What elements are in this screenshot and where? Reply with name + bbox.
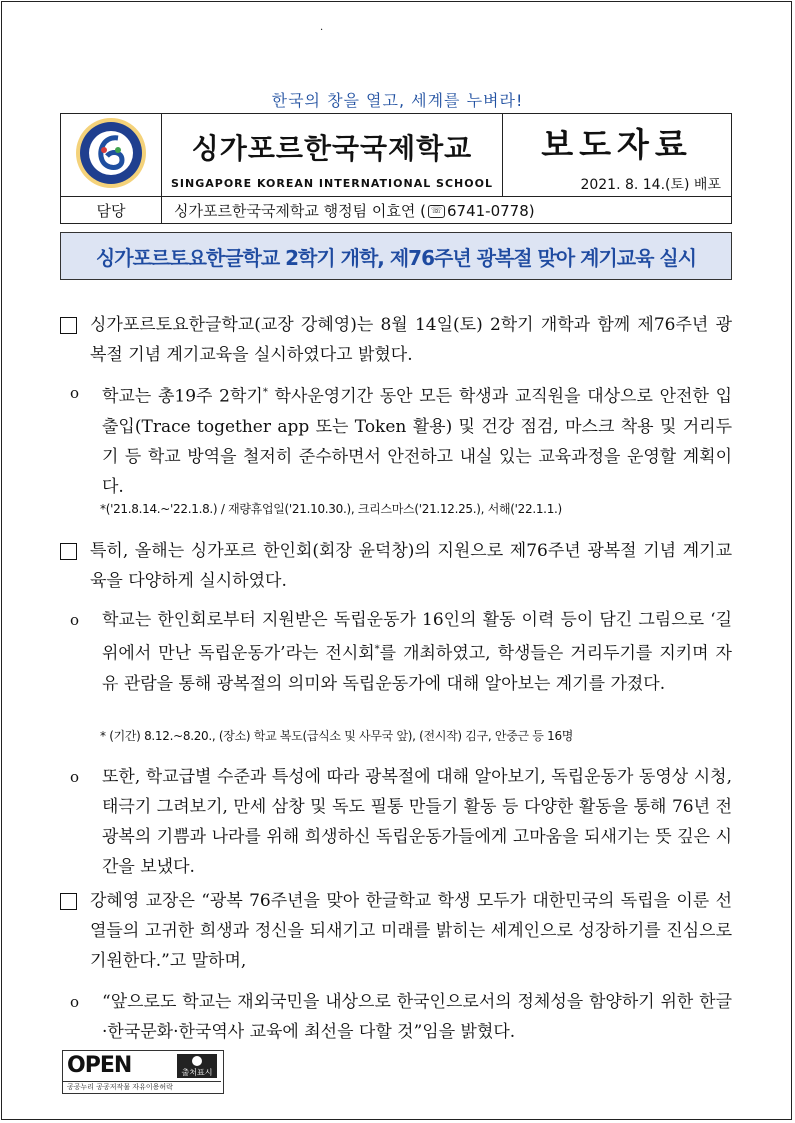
note-2: * (기간) 8.12.~8.20., (장소) 학교 복도(급식소 및 사무국 앞), (전시작) 김구, 안중근 등 16명 <box>100 729 574 743</box>
top-dot: . <box>320 22 324 33</box>
paragraph-7 <box>60 987 732 1047</box>
circle-bullet: o <box>70 384 80 402</box>
paragraph-5-text: 또한, 학교급별 수준과 특성에 따라 광복절에 대해 알아보기, 독립운동가 동영상 시청, 태극기 그려보기, 만세 삼창 및 독도 필통 만들기 활동 등 다양한 활동을 통해 76년 전 광복의 기쁨과 나라를 위해 희생하신 독립운동가들에게 고마움을 되새기는 뜻 깊은 시간을 보냈다. <box>102 767 732 877</box>
paragraph-4-start: 학교는 한인회로부터 지원받은 독립운동가 16인의 활동 이력 등이 담긴 그림으로 ‘길 위에서 만난 독립운동가’라는 전시회 <box>102 610 732 664</box>
paragraph-6-text: 강혜영 교장은 “광복 76주년을 맞아 한글학교 학생 모두가 대한민국의 독립을 이룬 선열들의 고귀한 희생과 정신을 되새기고 미래를 밝히는 세계인으로 성장하기를 진심으로 기원한다.”고 말하며, <box>90 891 732 971</box>
footnote-mark: * <box>374 644 380 655</box>
paragraph-4-end: 를 개최하였고, 학생들은 거리두기를 지키며 자유 관람을 통해 광복절의 의미와 독립운동가에 대해 알아보는 계기를 가졌다. <box>102 643 732 694</box>
school-name-en: SINGAPORE KOREAN INTERNATIONAL SCHOOL <box>171 176 493 190</box>
person-icon <box>192 1056 202 1066</box>
open-label: OPEN <box>67 1053 132 1078</box>
attribution-icon <box>177 1054 217 1078</box>
paragraph-1-text: 싱가포르토요한글학교(교장 강혜영)는 8월 14일(토) 2학기 개학과 함께 제76주년 광복절 기념 계기교육을 실시하였다고 밝혔다. <box>90 315 732 365</box>
school-logo <box>74 116 148 190</box>
paragraph-4 <box>60 605 732 699</box>
paragraph-4-text <box>102 605 732 699</box>
paragraph-1 <box>60 310 732 370</box>
paragraph-3-text: 특히, 올해는 싱가포르 한인회(회장 윤덕창)의 지원으로 제76주년 광복절 기념 계기교육을 다양하게 실시하였다. <box>90 541 732 591</box>
box-bullet <box>60 543 77 560</box>
circle-bullet: o <box>70 768 80 786</box>
paragraph-7-text: “앞으로도 학교는 재외국민을 내상으로 한국인으로서의 정체성을 함양하기 위한 한글·한국문화·한국역사 교육에 최선을 다할 것”임을 밝혔다. <box>102 992 732 1042</box>
school-name-cell <box>162 114 503 197</box>
box-bullet <box>60 893 77 910</box>
paragraph-5 <box>60 762 732 882</box>
phone-number: 6741-0778) <box>447 201 535 220</box>
badge-caption: 공공누리 공공저작물 자유이용허락 <box>67 1083 173 1091</box>
paragraph-6 <box>60 886 732 976</box>
contact-text: 싱가포르한국국제학교 행정팀 이효연 ( <box>174 201 426 220</box>
release-date: 2021. 8. 14.(토) 배포 <box>580 176 721 193</box>
school-name-ko: 싱가포르한국국제학교 <box>191 131 473 165</box>
circle-bullet: o <box>70 611 80 629</box>
paragraph-3 <box>60 536 732 596</box>
paragraph-2-end: 학사운영기간 동안 모든 학생과 교직원을 대상으로 안전한 입출입(Trace together app 또는 Token 활용) 및 건강 점검, 마스크 착용 및 거리두기 등 학교 방역을 철저히 준수하면서 안전하고 내실 있는 교육과정을 운영할 계획이다. <box>102 386 732 497</box>
school-logo-cell <box>61 114 162 197</box>
badge-top <box>63 1051 221 1082</box>
kogl-open-badge <box>62 1050 224 1094</box>
headline: 싱가포르토요한글학교 2학기 개학, 제76주년 광복절 맞아 계기교육 실시 <box>60 232 732 280</box>
contact-label: 담당 <box>61 197 162 224</box>
press-release-label: 보도자료 <box>541 124 693 164</box>
attribution-label: 출처표시 <box>181 1068 213 1077</box>
contact-value <box>162 197 732 224</box>
slogan: 한국의 창을 열고, 세계를 누벼라! <box>271 91 524 110</box>
circle-bullet: o <box>70 993 80 1011</box>
paragraph-2-start: 학교는 총19주 2학기 <box>102 386 263 407</box>
press-cell <box>503 114 732 197</box>
paragraph-2 <box>60 378 732 502</box>
box-bullet <box>60 317 77 334</box>
phone-icon: ☏ <box>428 205 445 218</box>
header-table <box>60 113 732 224</box>
paragraph-2-text <box>102 378 732 502</box>
footnote-mark: * <box>262 387 268 398</box>
note-1: *('21.8.14.~'22.1.8.) / 재량휴업일('21.10.30.), 크리스마스('21.12.25.), 서해('22.1.1.) <box>100 502 562 516</box>
